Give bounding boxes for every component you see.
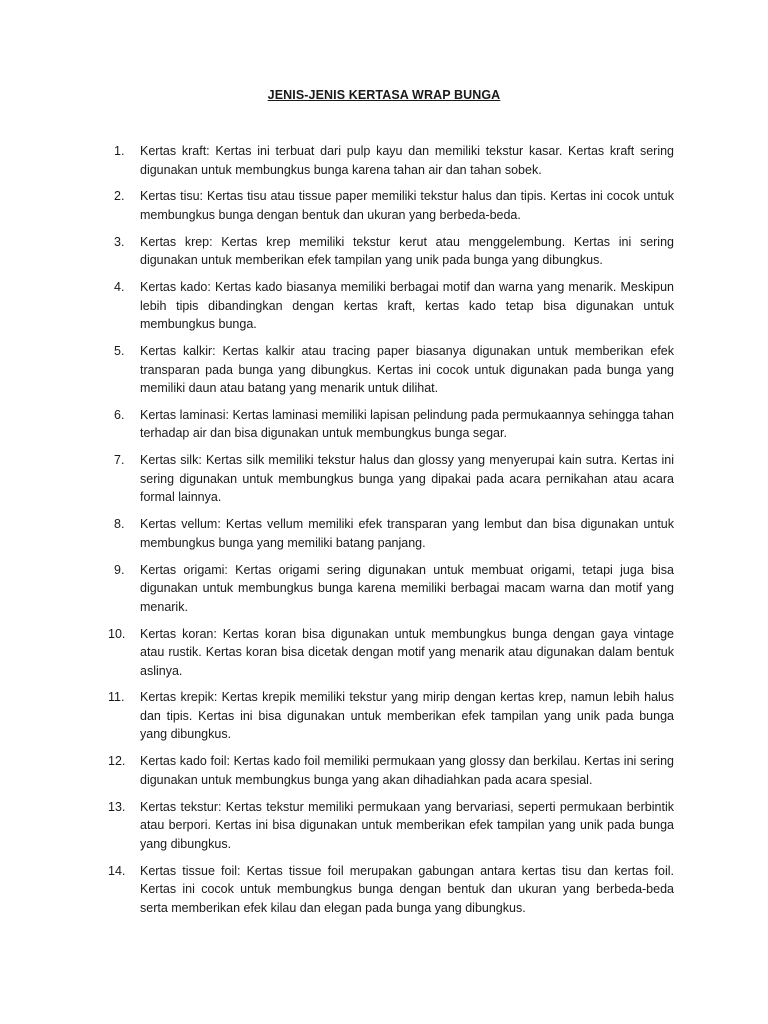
list-item-text: Kertas tisu: Kertas tisu atau tissue paper memiliki tekstur halus dan tipis. Kertas ini cocok untuk membungkus bunga dengan bentuk dan ukuran yang berbeda-beda. bbox=[140, 189, 674, 222]
list-item-number: 8. bbox=[114, 517, 125, 532]
list-item bbox=[114, 451, 674, 507]
document-title: JENIS-JENIS KERTASA WRAP BUNGA bbox=[267, 88, 501, 102]
list-item bbox=[114, 342, 674, 398]
list-item bbox=[108, 862, 674, 918]
list-item-text: Kertas koran: Kertas koran bisa digunakan untuk membungkus bunga dengan gaya vintage atau rustik. Kertas koran bisa dicetak dengan motif yang menarik atau digunakan dalam bentuk aslinya. bbox=[140, 626, 674, 678]
list-item-number: 11. bbox=[108, 690, 125, 705]
list-item bbox=[114, 233, 674, 270]
list-item-text: Kertas tekstur: Kertas tekstur memiliki permukaan yang bervariasi, seperti permukaan berbintik atau berpori. Kertas ini bisa digunakan untuk memberikan efek tampilan yang unik pada bunga yang dibungkus. bbox=[140, 799, 674, 851]
list-item-text: Kertas kraft: Kertas ini terbuat dari pulp kayu dan memiliki tekstur kasar. Kertas kraft sering digunakan untuk membungkus bunga karena tahan air dan tahan sobek. bbox=[140, 144, 674, 177]
list-item-text: Kertas kalkir: Kertas kalkir atau tracing paper biasanya digunakan untuk memberikan efek transparan pada bunga yang dibungkus. Kertas ini cocok untuk digunakan pada bunga yang memiliki daun atau batang yang menarik untuk dilihat. bbox=[140, 344, 674, 396]
list-item bbox=[114, 142, 674, 179]
list-item-text: Kertas kado foil: Kertas kado foil memiliki permukaan yang glossy dan berkilau. Kertas ini sering digunakan untuk membungkus bunga yang akan dihadiahkan pada acara spesial. bbox=[140, 754, 674, 787]
list-item-number: 10. bbox=[108, 626, 126, 641]
list-item-number: 1. bbox=[114, 144, 125, 158]
list-item-text: Kertas krepik: Kertas krepik memiliki tekstur yang mirip dengan kertas krep, namun lebih halus dan tipis. Kertas ini bisa digunakan untuk memberikan efek tampilan yang unik pada bunga yang dibungkus. bbox=[140, 690, 674, 742]
list-item-number: 3. bbox=[114, 234, 125, 249]
numbered-list bbox=[108, 142, 674, 925]
list-item bbox=[108, 688, 674, 744]
list-item bbox=[114, 561, 674, 617]
list-item-number: 6. bbox=[114, 407, 125, 422]
list-item-number: 12. bbox=[108, 754, 126, 769]
list-item-number: 2. bbox=[114, 189, 125, 204]
list-item-number: 9. bbox=[114, 562, 125, 577]
list-item bbox=[114, 406, 674, 443]
list-item bbox=[108, 752, 674, 789]
list-item-text: Kertas origami: Kertas origami sering digunakan untuk membuat origami, tetapi juga bisa digunakan untuk membungkus bunga karena memiliki berbagai macam warna dan motif yang menarik. bbox=[140, 562, 674, 614]
list-item-number: 4. bbox=[114, 280, 125, 295]
list-item-text: Kertas silk: Kertas silk memiliki tekstur halus dan glossy yang menyerupai kain sutra. Kertas ini sering digunakan untuk membungkus bunga yang dipakai pada acara pernikahan atau acara formal lainnya. bbox=[140, 453, 674, 505]
list-item-text: Kertas tissue foil: Kertas tissue foil merupakan gabungan antara kertas tisu dan kertas foil. Kertas ini cocok untuk membungkus bunga dengan bentuk dan ukuran yang berbeda-beda serta memberikan efek kilau dan elegan pada bunga yang dibungkus. bbox=[140, 863, 674, 915]
list-item-text: Kertas laminasi: Kertas laminasi memiliki lapisan pelindung pada permukaannya sehingga tahan terhadap air dan bisa digunakan untuk membungkus bunga segar. bbox=[140, 407, 674, 441]
list-item bbox=[108, 625, 674, 681]
list-item-number: 7. bbox=[114, 453, 125, 468]
list-item bbox=[114, 278, 674, 334]
list-item-text: Kertas vellum: Kertas vellum memiliki efek transparan yang lembut dan bisa digunakan untuk membungkus bunga yang memiliki batang panjang. bbox=[140, 517, 674, 550]
list-item-number: 13. bbox=[108, 799, 126, 814]
list-item bbox=[108, 798, 674, 854]
list-item-text: Kertas kado: Kertas kado biasanya memiliki berbagai motif dan warna yang menarik. Meskipun lebih tipis dibandingkan dengan kertas kraft, kertas kado tetap bisa digunakan untuk membungkus bunga. bbox=[140, 280, 674, 332]
list-item bbox=[114, 515, 674, 552]
list-item bbox=[114, 187, 674, 224]
list-item-text: Kertas krep: Kertas krep memiliki tekstur kerut atau menggelembung. Kertas ini sering digunakan untuk memberikan efek tampilan yang unik pada bunga yang dibungkus. bbox=[140, 234, 674, 268]
list-item-number: 5. bbox=[114, 344, 125, 359]
list-item-number: 14. bbox=[108, 863, 126, 878]
